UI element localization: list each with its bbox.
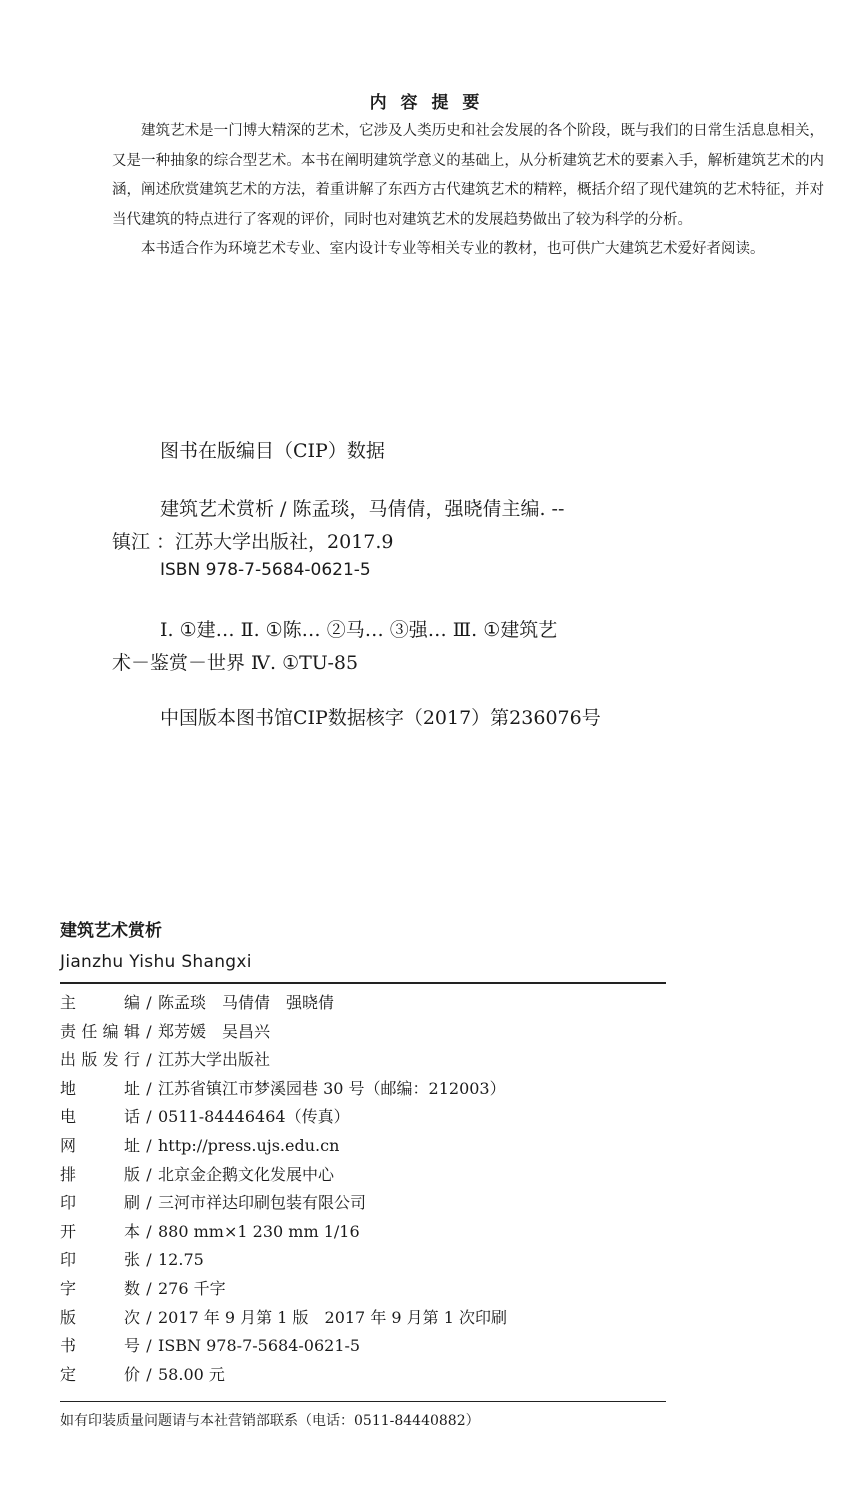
row-value: 陈孟琰 马倩倩 强晓倩 xyxy=(158,993,335,1012)
colophon-row xyxy=(60,1332,507,1361)
row-label: 责任编辑 xyxy=(60,1021,140,1041)
colophon-top-rule xyxy=(60,982,666,984)
cip-entry-line: 镇江 ：江苏大学出版社，2017.9 xyxy=(112,531,394,553)
row-separator: / xyxy=(146,1307,152,1327)
colophon-row xyxy=(60,989,507,1018)
row-separator: / xyxy=(146,993,152,1012)
row-separator: / xyxy=(146,1107,152,1127)
colophon-title: 建筑艺术赏析 xyxy=(60,921,162,941)
summary-body xyxy=(112,117,824,265)
cip-heading: 图书在版编目（CIP）数据 xyxy=(160,440,385,462)
row-value: 58.00 元 xyxy=(158,1364,225,1384)
colophon-row xyxy=(60,1275,507,1304)
colophon-row xyxy=(60,1132,507,1161)
colophon-row xyxy=(60,1218,507,1247)
row-value: 三河市祥达印刷包装有限公司 xyxy=(158,1193,367,1213)
row-separator: / xyxy=(146,1021,152,1041)
row-label: 印刷 xyxy=(60,1193,140,1213)
cip-isbn: ISBN 978-7-5684-0621-5 xyxy=(160,560,371,580)
colophon-row xyxy=(60,1103,507,1132)
row-separator: / xyxy=(146,1193,152,1213)
row-value: 江苏省镇江市梦溪园巷 30 号（邮编：212003） xyxy=(158,1078,506,1098)
colophon-row xyxy=(60,1046,507,1075)
row-label: 电话 xyxy=(60,1107,140,1127)
row-separator: / xyxy=(146,1221,152,1241)
summary-paragraph: 本书适合作为环境艺术专业、室内设计专业等相关专业的教材，也可供广大建筑艺术爱好者阅读。 xyxy=(141,241,765,257)
row-separator: / xyxy=(146,1135,152,1155)
row-value: 880 mm×1 230 mm 1/16 xyxy=(158,1221,360,1241)
cip-entry-line: 建筑艺术赏析 / 陈孟琰，马倩倩，强晓倩主编. -- xyxy=(160,498,565,520)
row-separator: / xyxy=(146,1278,152,1298)
colophon-row xyxy=(60,1161,507,1190)
colophon-row xyxy=(60,1246,507,1275)
summary-paragraph: 建筑艺术是一门博大精深的艺术，它涉及人类历史和社会发展的各个阶段，既与我们的日常生活息息相关，又是一种抽象的综合型艺术。本书在阐明建筑学意义的基础上，从分析建筑艺术的要素入手，解析建筑艺术的内涵，阐述欣赏建筑艺术的方法，着重讲解了东西方古代建筑艺术的精粹，概括介绍了现代建筑的艺术特征，并对当代建筑的特点进行了客观的评价，同时也对建筑艺术的发展趋势做出了较为科学的分析。 xyxy=(112,123,824,228)
row-value: 北京金企鹅文化发展中心 xyxy=(158,1164,335,1184)
row-separator: / xyxy=(146,1164,152,1184)
row-separator: / xyxy=(146,1078,152,1098)
row-value: http://press.ujs.edu.cn xyxy=(158,1135,340,1155)
row-label: 版次 xyxy=(60,1307,140,1327)
colophon-pinyin-title: Jianzhu Yishu Shangxi xyxy=(60,952,252,972)
footer-note: 如有印装质量问题请与本社营销部联系（电话：0511-84440882） xyxy=(60,1413,480,1429)
row-value: 276 千字 xyxy=(158,1278,226,1298)
row-label: 出版发行 xyxy=(60,1050,140,1070)
row-label: 网址 xyxy=(60,1135,140,1155)
row-label: 排版 xyxy=(60,1164,140,1184)
row-label: 书号 xyxy=(60,1336,140,1356)
row-label: 地址 xyxy=(60,1078,140,1098)
colophon-row xyxy=(60,1189,507,1218)
row-value: 2017 年 9 月第 1 版 2017 年 9 月第 1 次印刷 xyxy=(158,1307,508,1327)
row-label: 开本 xyxy=(60,1221,140,1241)
row-value: ISBN 978-7-5684-0621-5 xyxy=(158,1336,361,1356)
cip-classification-line: Ⅰ. ①建… Ⅱ. ①陈… ②马… ③强… Ⅲ. ①建筑艺 xyxy=(160,619,558,641)
cip-classification-line: 术－鉴赏－世界 Ⅳ. ①TU-85 xyxy=(112,652,359,674)
row-value: 郑芳媛 吴昌兴 xyxy=(158,1021,271,1041)
row-value: 0511-84446464（传真） xyxy=(158,1107,350,1127)
summary-title: 内 容 提 要 xyxy=(369,93,484,113)
row-label: 主编 xyxy=(60,993,140,1012)
colophon-bottom-rule xyxy=(60,1401,666,1402)
colophon-row xyxy=(60,1075,507,1104)
cip-record-number: 中国版本图书馆CIP数据核字（2017）第236076号 xyxy=(160,707,601,729)
colophon-row xyxy=(60,1361,507,1390)
row-value: 江苏大学出版社 xyxy=(158,1050,271,1070)
colophon-info-list xyxy=(60,989,507,1389)
row-label: 字数 xyxy=(60,1278,140,1298)
row-separator: / xyxy=(146,1250,152,1270)
row-separator: / xyxy=(146,1364,152,1384)
colophon-row xyxy=(60,1304,507,1333)
colophon-row xyxy=(60,1018,507,1047)
row-separator: / xyxy=(146,1050,152,1070)
row-label: 定价 xyxy=(60,1364,140,1384)
row-value: 12.75 xyxy=(158,1250,204,1270)
row-label: 印张 xyxy=(60,1250,140,1270)
row-separator: / xyxy=(146,1336,152,1356)
